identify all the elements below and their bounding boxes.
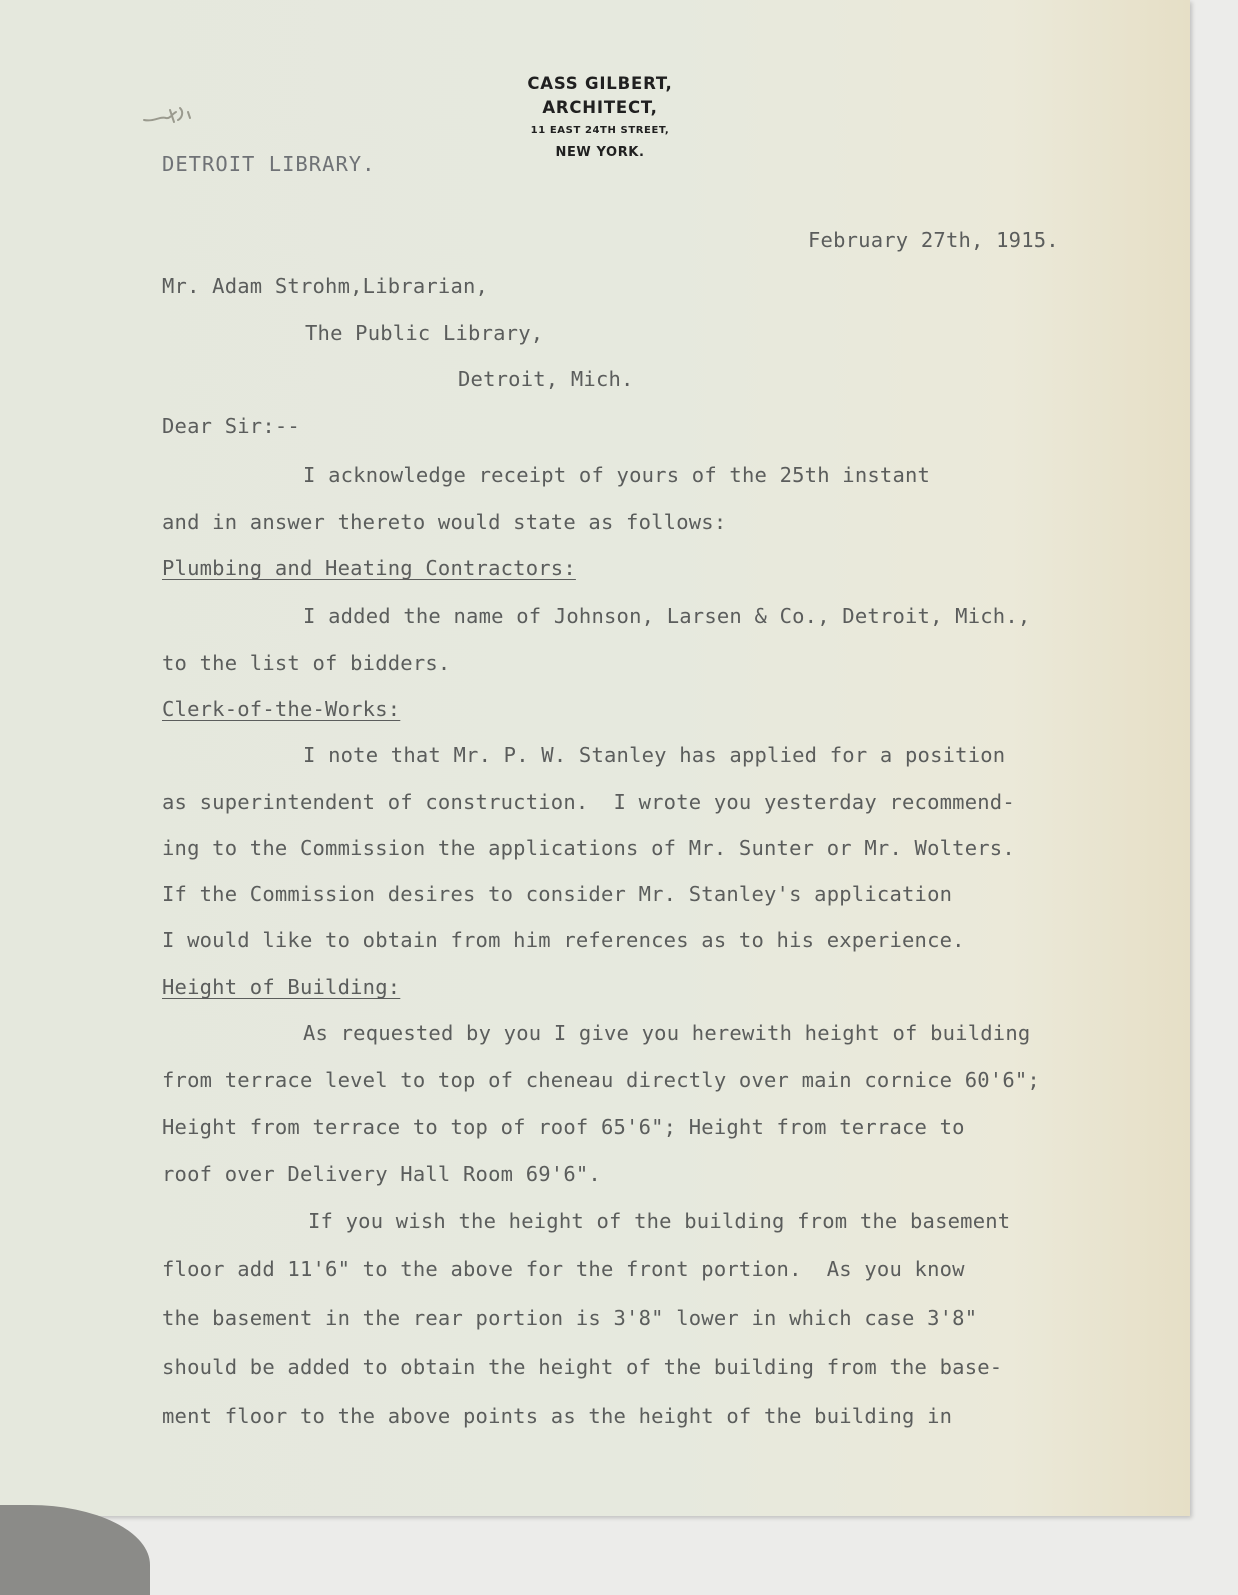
recipient-line-3: Detroit, Mich.	[458, 367, 634, 391]
body-line: Height from terrace to top of roof 65'6"; Height from terrace to	[162, 1115, 965, 1139]
body-line: As requested by you I give you herewith height of building	[303, 1021, 1031, 1045]
page-fold	[0, 1505, 150, 1595]
body-line: to the list of bidders.	[162, 651, 451, 675]
body-line: floor add 11'6" to the above for the front portion. As you know	[162, 1257, 965, 1281]
file-code: DETROIT LIBRARY.	[162, 152, 376, 176]
letterhead	[470, 72, 730, 164]
salutation: Dear Sir:--	[162, 414, 300, 438]
body-line: roof over Delivery Hall Room 69'6".	[162, 1162, 601, 1186]
body-line: and in answer thereto would state as follows:	[162, 510, 727, 534]
body-line: I added the name of Johnson, Larsen & Co., Detroit, Mich.,	[303, 604, 1031, 628]
body-line: from terrace level to top of cheneau directly over main cornice 60'6";	[162, 1068, 1040, 1092]
body-line: ment floor to the above points as the height of the building in	[162, 1404, 953, 1428]
body-line: I note that Mr. P. W. Stanley has applied for a position	[303, 743, 1006, 767]
body-line: If the Commission desires to consider Mr. Stanley's application	[162, 882, 953, 906]
body-line: ing to the Commission the applications of Mr. Sunter or Mr. Wolters.	[162, 836, 1015, 860]
body-line: I acknowledge receipt of yours of the 25th instant	[303, 463, 931, 487]
letterhead-title: ARCHITECT,	[542, 98, 658, 117]
section-heading-clerk: Clerk-of-the-Works:	[162, 697, 401, 721]
recipient-line-2: The Public Library,	[305, 321, 544, 345]
body-line: If you wish the height of the building from the basement	[308, 1209, 1011, 1233]
handwritten-mark	[140, 102, 200, 128]
letterhead-name: CASS GILBERT,	[527, 74, 673, 93]
body-line: I would like to obtain from him references as to his experience.	[162, 928, 965, 952]
section-heading-plumbing: Plumbing and Heating Contractors:	[162, 556, 576, 580]
letterhead-street: 11 EAST 24TH STREET,	[530, 125, 670, 136]
letter-date: February 27th, 1915.	[808, 228, 1059, 252]
letterhead-city: NEW YORK.	[555, 145, 645, 160]
section-heading-height: Height of Building:	[162, 975, 401, 999]
body-line: should be added to obtain the height of the building from the base-	[162, 1355, 1003, 1379]
body-line: the basement in the rear portion is 3'8" lower in which case 3'8"	[162, 1306, 978, 1330]
recipient-line-1: Mr. Adam Strohm,Librarian,	[162, 274, 489, 298]
body-line: as superintendent of construction. I wrote you yesterday recommend-	[162, 790, 1015, 814]
